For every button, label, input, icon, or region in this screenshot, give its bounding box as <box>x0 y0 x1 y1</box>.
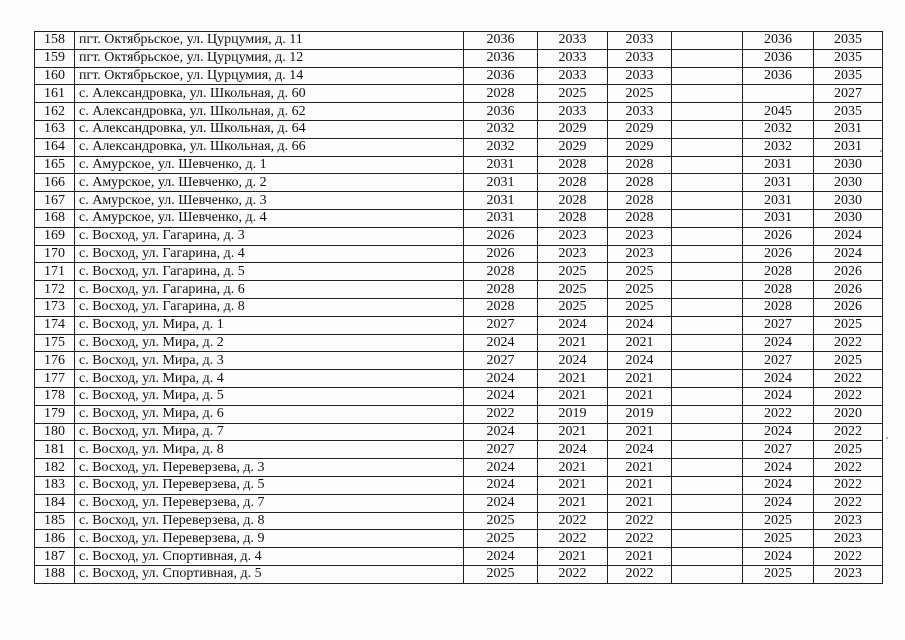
table-row <box>35 32 883 50</box>
year-cell-5: 2024 <box>743 459 814 477</box>
row-number-cell: 174 <box>35 316 75 334</box>
year-cell-6: 2024 <box>814 245 883 263</box>
year-cell-1: 2028 <box>464 281 538 299</box>
address-cell: с. Восход, ул. Спортивная, д. 4 <box>75 548 464 566</box>
year-cell-4 <box>672 67 743 85</box>
address-cell: с. Восход, ул. Гагарина, д. 3 <box>75 227 464 245</box>
address-cell: с. Восход, ул. Переверзева, д. 8 <box>75 512 464 530</box>
year-cell-4 <box>672 334 743 352</box>
year-cell-1: 2024 <box>464 476 538 494</box>
table-row <box>35 174 883 192</box>
year-cell-5: 2024 <box>743 370 814 388</box>
year-cell-6: 2035 <box>814 32 883 50</box>
table-row <box>35 281 883 299</box>
year-cell-3: 2033 <box>608 49 672 67</box>
year-cell-4 <box>672 476 743 494</box>
year-cell-5: 2024 <box>743 494 814 512</box>
year-cell-5: 2026 <box>743 227 814 245</box>
address-cell: с. Восход, ул. Мира, д. 3 <box>75 352 464 370</box>
row-number-cell: 159 <box>35 49 75 67</box>
year-cell-3: 2021 <box>608 476 672 494</box>
year-cell-3: 2022 <box>608 530 672 548</box>
year-cell-1: 2024 <box>464 334 538 352</box>
year-cell-2: 2033 <box>538 67 608 85</box>
row-number-cell: 184 <box>35 494 75 512</box>
row-number-cell: 188 <box>35 565 75 583</box>
year-cell-6: 2035 <box>814 103 883 121</box>
year-cell-4 <box>672 174 743 192</box>
year-cell-3: 2029 <box>608 120 672 138</box>
address-cell: с. Восход, ул. Переверзева, д. 5 <box>75 476 464 494</box>
row-number-cell: 178 <box>35 387 75 405</box>
scan-speck <box>880 150 882 152</box>
row-number-cell: 169 <box>35 227 75 245</box>
address-cell: с. Амурское, ул. Шевченко, д. 3 <box>75 192 464 210</box>
year-cell-5: 2036 <box>743 67 814 85</box>
year-cell-3: 2022 <box>608 565 672 583</box>
row-number-cell: 165 <box>35 156 75 174</box>
year-cell-3: 2028 <box>608 156 672 174</box>
year-cell-2: 2025 <box>538 281 608 299</box>
year-cell-6: 2027 <box>814 85 883 103</box>
year-cell-6: 2023 <box>814 565 883 583</box>
year-cell-2: 2025 <box>538 263 608 281</box>
year-cell-5: 2027 <box>743 316 814 334</box>
year-cell-5: 2031 <box>743 209 814 227</box>
year-cell-6: 2022 <box>814 334 883 352</box>
year-cell-3: 2021 <box>608 387 672 405</box>
address-cell: с. Александровка, ул. Школьная, д. 66 <box>75 138 464 156</box>
year-cell-3: 2029 <box>608 138 672 156</box>
address-cell: пгт. Октябрьское, ул. Цурцумия, д. 12 <box>75 49 464 67</box>
year-cell-5: 2026 <box>743 245 814 263</box>
year-cell-4 <box>672 530 743 548</box>
year-cell-1: 2031 <box>464 192 538 210</box>
year-cell-3: 2023 <box>608 245 672 263</box>
table-row <box>35 565 883 583</box>
year-cell-3: 2024 <box>608 352 672 370</box>
row-number-cell: 177 <box>35 370 75 388</box>
table-row <box>35 192 883 210</box>
address-cell: с. Восход, ул. Переверзева, д. 3 <box>75 459 464 477</box>
year-cell-1: 2031 <box>464 209 538 227</box>
year-cell-2: 2021 <box>538 548 608 566</box>
address-cell: с. Восход, ул. Мира, д. 4 <box>75 370 464 388</box>
year-cell-1: 2026 <box>464 227 538 245</box>
scan-speck <box>886 437 888 439</box>
row-number-cell: 164 <box>35 138 75 156</box>
year-cell-1: 2024 <box>464 423 538 441</box>
year-cell-4 <box>672 316 743 334</box>
table-row <box>35 103 883 121</box>
address-cell: с. Восход, ул. Гагарина, д. 8 <box>75 298 464 316</box>
year-cell-4 <box>672 494 743 512</box>
row-number-cell: 162 <box>35 103 75 121</box>
year-cell-6: 2030 <box>814 209 883 227</box>
year-cell-6: 2022 <box>814 494 883 512</box>
year-cell-1: 2036 <box>464 67 538 85</box>
address-cell: с. Восход, ул. Переверзева, д. 9 <box>75 530 464 548</box>
year-cell-5: 2031 <box>743 174 814 192</box>
year-cell-4 <box>672 281 743 299</box>
address-cell: с. Восход, ул. Мира, д. 1 <box>75 316 464 334</box>
year-cell-2: 2021 <box>538 494 608 512</box>
table-row <box>35 512 883 530</box>
table-row <box>35 370 883 388</box>
year-cell-2: 2021 <box>538 370 608 388</box>
year-cell-2: 2033 <box>538 103 608 121</box>
row-number-cell: 175 <box>35 334 75 352</box>
row-number-cell: 167 <box>35 192 75 210</box>
table-row <box>35 494 883 512</box>
year-cell-4 <box>672 85 743 103</box>
year-cell-1: 2024 <box>464 370 538 388</box>
year-cell-6: 2030 <box>814 192 883 210</box>
year-cell-2: 2029 <box>538 120 608 138</box>
year-cell-4 <box>672 227 743 245</box>
year-cell-2: 2023 <box>538 245 608 263</box>
year-cell-6: 2024 <box>814 227 883 245</box>
year-cell-1: 2028 <box>464 85 538 103</box>
row-number-cell: 183 <box>35 476 75 494</box>
year-cell-5: 2024 <box>743 548 814 566</box>
year-cell-6: 2022 <box>814 423 883 441</box>
year-cell-6: 2023 <box>814 530 883 548</box>
year-cell-5: 2036 <box>743 32 814 50</box>
year-cell-4 <box>672 120 743 138</box>
year-cell-5: 2024 <box>743 476 814 494</box>
address-cell: с. Восход, ул. Гагарина, д. 4 <box>75 245 464 263</box>
table-row <box>35 405 883 423</box>
year-cell-1: 2028 <box>464 263 538 281</box>
year-cell-2: 2024 <box>538 352 608 370</box>
row-number-cell: 187 <box>35 548 75 566</box>
year-cell-1: 2032 <box>464 120 538 138</box>
year-cell-4 <box>672 32 743 50</box>
row-number-cell: 181 <box>35 441 75 459</box>
year-cell-2: 2022 <box>538 530 608 548</box>
address-cell: с. Восход, ул. Мира, д. 5 <box>75 387 464 405</box>
year-cell-1: 2025 <box>464 512 538 530</box>
address-cell: с. Восход, ул. Мира, д. 7 <box>75 423 464 441</box>
year-cell-6: 2026 <box>814 281 883 299</box>
year-cell-2: 2023 <box>538 227 608 245</box>
year-cell-1: 2027 <box>464 441 538 459</box>
year-cell-5: 2027 <box>743 441 814 459</box>
year-cell-3: 2033 <box>608 103 672 121</box>
address-cell: пгт. Октябрьское, ул. Цурцумия, д. 11 <box>75 32 464 50</box>
year-cell-2: 2028 <box>538 174 608 192</box>
year-cell-2: 2021 <box>538 334 608 352</box>
table-row <box>35 209 883 227</box>
table-row <box>35 530 883 548</box>
table-row <box>35 263 883 281</box>
row-number-cell: 158 <box>35 32 75 50</box>
year-cell-3: 2033 <box>608 32 672 50</box>
address-cell: с. Восход, ул. Мира, д. 6 <box>75 405 464 423</box>
year-cell-4 <box>672 192 743 210</box>
year-cell-5: 2032 <box>743 120 814 138</box>
row-number-cell: 172 <box>35 281 75 299</box>
year-cell-3: 2023 <box>608 227 672 245</box>
year-cell-1: 2036 <box>464 32 538 50</box>
year-cell-5: 2025 <box>743 565 814 583</box>
year-cell-6: 2035 <box>814 49 883 67</box>
year-cell-6: 2022 <box>814 387 883 405</box>
year-cell-2: 2021 <box>538 476 608 494</box>
year-cell-6: 2022 <box>814 548 883 566</box>
year-cell-5: 2028 <box>743 281 814 299</box>
address-cell: с. Восход, ул. Мира, д. 8 <box>75 441 464 459</box>
year-cell-2: 2019 <box>538 405 608 423</box>
year-cell-4 <box>672 49 743 67</box>
table-row <box>35 67 883 85</box>
row-number-cell: 180 <box>35 423 75 441</box>
row-number-cell: 163 <box>35 120 75 138</box>
row-number-cell: 179 <box>35 405 75 423</box>
year-cell-3: 2021 <box>608 423 672 441</box>
year-cell-6: 2030 <box>814 174 883 192</box>
year-cell-2: 2022 <box>538 565 608 583</box>
year-cell-6: 2025 <box>814 316 883 334</box>
address-cell: с. Восход, ул. Мира, д. 2 <box>75 334 464 352</box>
year-cell-3: 2028 <box>608 209 672 227</box>
year-cell-6: 2022 <box>814 459 883 477</box>
year-cell-5: 2024 <box>743 334 814 352</box>
address-cell: с. Восход, ул. Переверзева, д. 7 <box>75 494 464 512</box>
year-cell-5: 2032 <box>743 138 814 156</box>
year-cell-3: 2025 <box>608 281 672 299</box>
year-cell-5: 2025 <box>743 530 814 548</box>
table-row <box>35 49 883 67</box>
year-cell-2: 2024 <box>538 316 608 334</box>
year-cell-4 <box>672 548 743 566</box>
schedule-table <box>34 31 883 584</box>
year-cell-2: 2028 <box>538 209 608 227</box>
year-cell-4 <box>672 138 743 156</box>
table-row <box>35 85 883 103</box>
year-cell-3: 2025 <box>608 85 672 103</box>
address-cell: с. Александровка, ул. Школьная, д. 60 <box>75 85 464 103</box>
year-cell-1: 2027 <box>464 352 538 370</box>
year-cell-2: 2021 <box>538 459 608 477</box>
year-cell-4 <box>672 441 743 459</box>
year-cell-1: 2026 <box>464 245 538 263</box>
table-row <box>35 548 883 566</box>
year-cell-3: 2021 <box>608 370 672 388</box>
year-cell-1: 2028 <box>464 298 538 316</box>
year-cell-4 <box>672 156 743 174</box>
year-cell-4 <box>672 298 743 316</box>
year-cell-6: 2022 <box>814 476 883 494</box>
year-cell-1: 2036 <box>464 103 538 121</box>
year-cell-5: 2025 <box>743 512 814 530</box>
address-cell: пгт. Октябрьское, ул. Цурцумия, д. 14 <box>75 67 464 85</box>
table-row <box>35 423 883 441</box>
year-cell-4 <box>672 263 743 281</box>
year-cell-6: 2025 <box>814 441 883 459</box>
year-cell-5: 2028 <box>743 298 814 316</box>
table-row <box>35 387 883 405</box>
year-cell-1: 2027 <box>464 316 538 334</box>
year-cell-2: 2033 <box>538 49 608 67</box>
year-cell-1: 2032 <box>464 138 538 156</box>
address-cell: с. Восход, ул. Гагарина, д. 5 <box>75 263 464 281</box>
year-cell-3: 2021 <box>608 459 672 477</box>
year-cell-6: 2022 <box>814 370 883 388</box>
year-cell-3: 2019 <box>608 405 672 423</box>
year-cell-3: 2021 <box>608 334 672 352</box>
year-cell-4 <box>672 565 743 583</box>
year-cell-5: 2031 <box>743 192 814 210</box>
year-cell-2: 2028 <box>538 156 608 174</box>
year-cell-5: 2024 <box>743 423 814 441</box>
year-cell-2: 2021 <box>538 387 608 405</box>
year-cell-6: 2031 <box>814 138 883 156</box>
year-cell-2: 2033 <box>538 32 608 50</box>
year-cell-1: 2024 <box>464 494 538 512</box>
table-row <box>35 120 883 138</box>
year-cell-5: 2024 <box>743 387 814 405</box>
year-cell-1: 2022 <box>464 405 538 423</box>
year-cell-4 <box>672 352 743 370</box>
year-cell-1: 2036 <box>464 49 538 67</box>
row-number-cell: 161 <box>35 85 75 103</box>
address-cell: с. Амурское, ул. Шевченко, д. 4 <box>75 209 464 227</box>
year-cell-5: 2022 <box>743 405 814 423</box>
table-row <box>35 352 883 370</box>
year-cell-4 <box>672 370 743 388</box>
address-cell: с. Александровка, ул. Школьная, д. 62 <box>75 103 464 121</box>
year-cell-1: 2024 <box>464 548 538 566</box>
row-number-cell: 185 <box>35 512 75 530</box>
year-cell-5: 2031 <box>743 156 814 174</box>
year-cell-5: 2027 <box>743 352 814 370</box>
year-cell-2: 2029 <box>538 138 608 156</box>
year-cell-6: 2020 <box>814 405 883 423</box>
year-cell-3: 2028 <box>608 192 672 210</box>
row-number-cell: 173 <box>35 298 75 316</box>
address-cell: с. Восход, ул. Спортивная, д. 5 <box>75 565 464 583</box>
year-cell-6: 2026 <box>814 263 883 281</box>
year-cell-5: 2028 <box>743 263 814 281</box>
year-cell-3: 2022 <box>608 512 672 530</box>
year-cell-3: 2025 <box>608 263 672 281</box>
address-cell: с. Амурское, ул. Шевченко, д. 2 <box>75 174 464 192</box>
year-cell-1: 2024 <box>464 459 538 477</box>
table-row <box>35 441 883 459</box>
address-cell: с. Амурское, ул. Шевченко, д. 1 <box>75 156 464 174</box>
year-cell-4 <box>672 459 743 477</box>
year-cell-4 <box>672 405 743 423</box>
row-number-cell: 160 <box>35 67 75 85</box>
year-cell-4 <box>672 245 743 263</box>
row-number-cell: 170 <box>35 245 75 263</box>
year-cell-2: 2025 <box>538 298 608 316</box>
address-cell: с. Александровка, ул. Школьная, д. 64 <box>75 120 464 138</box>
row-number-cell: 166 <box>35 174 75 192</box>
year-cell-4 <box>672 423 743 441</box>
table-row <box>35 316 883 334</box>
year-cell-5 <box>743 85 814 103</box>
year-cell-1: 2031 <box>464 174 538 192</box>
table-row <box>35 245 883 263</box>
year-cell-3: 2024 <box>608 316 672 334</box>
year-cell-1: 2031 <box>464 156 538 174</box>
table-row <box>35 156 883 174</box>
table-row <box>35 227 883 245</box>
row-number-cell: 182 <box>35 459 75 477</box>
year-cell-1: 2025 <box>464 565 538 583</box>
year-cell-3: 2021 <box>608 548 672 566</box>
table-row <box>35 138 883 156</box>
table-row <box>35 459 883 477</box>
year-cell-3: 2033 <box>608 67 672 85</box>
year-cell-6: 2031 <box>814 120 883 138</box>
year-cell-6: 2025 <box>814 352 883 370</box>
year-cell-2: 2022 <box>538 512 608 530</box>
year-cell-4 <box>672 103 743 121</box>
address-cell: с. Восход, ул. Гагарина, д. 6 <box>75 281 464 299</box>
table-body <box>35 32 883 584</box>
year-cell-6: 2026 <box>814 298 883 316</box>
table-row <box>35 298 883 316</box>
year-cell-4 <box>672 209 743 227</box>
row-number-cell: 176 <box>35 352 75 370</box>
year-cell-6: 2030 <box>814 156 883 174</box>
table-row <box>35 334 883 352</box>
year-cell-3: 2028 <box>608 174 672 192</box>
year-cell-2: 2025 <box>538 85 608 103</box>
year-cell-1: 2024 <box>464 387 538 405</box>
year-cell-6: 2035 <box>814 67 883 85</box>
year-cell-6: 2023 <box>814 512 883 530</box>
year-cell-5: 2036 <box>743 49 814 67</box>
year-cell-5: 2045 <box>743 103 814 121</box>
year-cell-3: 2021 <box>608 494 672 512</box>
row-number-cell: 171 <box>35 263 75 281</box>
year-cell-2: 2028 <box>538 192 608 210</box>
year-cell-3: 2025 <box>608 298 672 316</box>
row-number-cell: 168 <box>35 209 75 227</box>
year-cell-4 <box>672 512 743 530</box>
row-number-cell: 186 <box>35 530 75 548</box>
year-cell-2: 2021 <box>538 423 608 441</box>
year-cell-1: 2025 <box>464 530 538 548</box>
year-cell-3: 2024 <box>608 441 672 459</box>
year-cell-2: 2024 <box>538 441 608 459</box>
year-cell-4 <box>672 387 743 405</box>
table-row <box>35 476 883 494</box>
